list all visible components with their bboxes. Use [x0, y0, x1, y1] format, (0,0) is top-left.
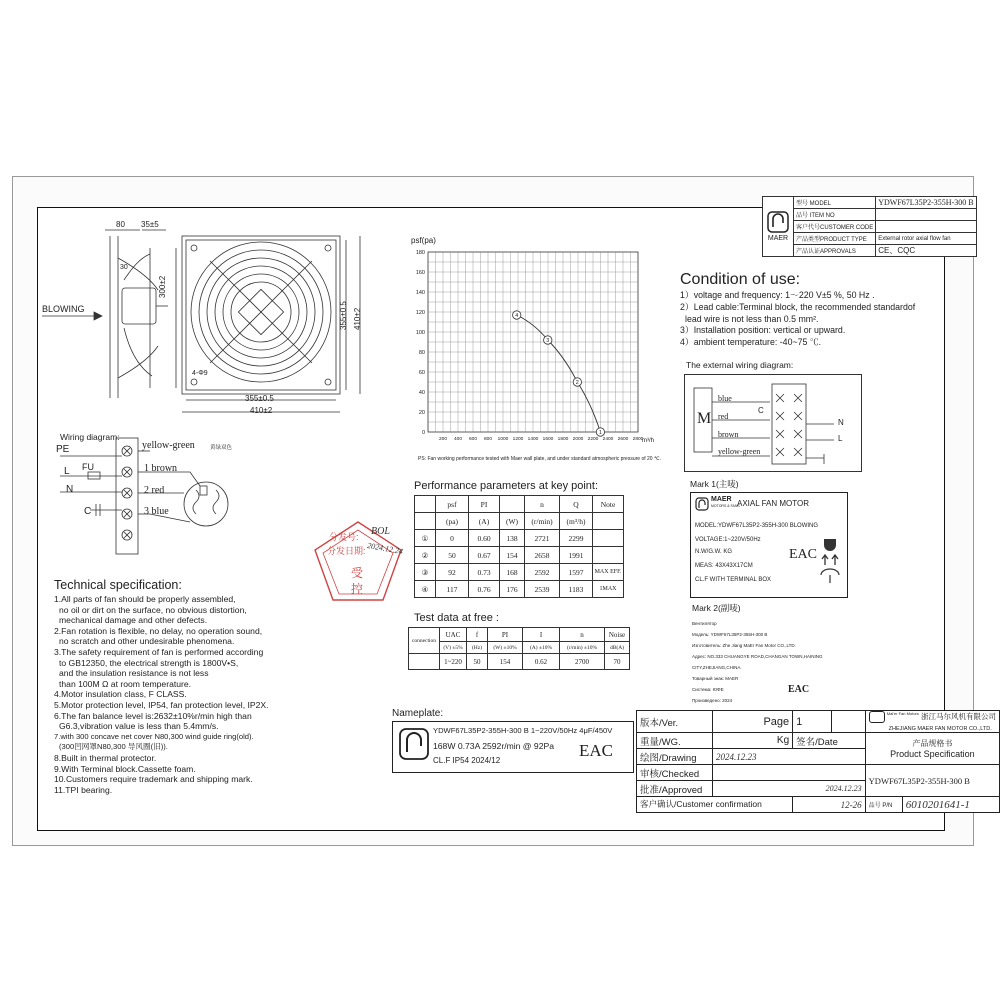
product-type-value: External rotor axial flow fan [876, 233, 976, 245]
test-h-connection: connection [409, 628, 440, 654]
wiring-schematic [50, 432, 240, 562]
row-index: ② [415, 547, 436, 564]
chart-x-tick-label: 2400 [602, 437, 614, 442]
spec-line: 2.Fan rotation is flexible, no delay, no operation sound, [54, 625, 263, 636]
condition-line: 2）Lead cable:Terminal block, the recommended standardof [680, 301, 916, 312]
spec-line: 4.Motor insulation class, F CLASS. [54, 689, 187, 700]
cell-current: 0.60 [469, 530, 500, 547]
ext-wire-blue: blue [718, 394, 732, 403]
spec-line: and the insulation resistance is not less [59, 668, 209, 679]
chart-x-tick-label: 1800 [557, 437, 569, 442]
test-v-i: 0.62 [523, 654, 560, 670]
test-title: Test data at free : [414, 612, 499, 624]
title-block [636, 710, 1000, 813]
chart-y-tick-label: 80 [418, 350, 425, 356]
tb-pn-value: 6010201641-1 [902, 797, 999, 813]
chart-y-tick-label: 60 [418, 370, 425, 376]
row-index: ③ [415, 564, 436, 581]
perf-u-m3h: (m³/h) [560, 513, 593, 530]
tb-company-en: ZHEJIANG MAER FAN MOTOR CO.,LTD. [888, 726, 992, 733]
mark2-title: Mark 2(副唛) [692, 603, 741, 613]
wire-blue: 3 blue [144, 506, 169, 517]
dim-410-h: 410±2 [250, 406, 273, 415]
spec-line: 10.Customers require trademark and shipping mark. [54, 774, 253, 785]
cell-psf: 92 [436, 564, 469, 581]
mark1-line: MODEL:YDWF67L35P2-355H-300 BLOWING [695, 523, 819, 529]
ext-wire-red: red [718, 412, 729, 421]
condition-title: Condition of use: [680, 271, 801, 288]
test-v-f: 50 [467, 654, 488, 670]
tb-logo-icon [869, 711, 885, 723]
spec-line: to GB12350, the electrical strength is 1800V•S, [59, 657, 239, 668]
fan-drawing [40, 218, 370, 418]
chart-point-label: 4 [515, 313, 519, 319]
chart-x-tick-label: 800 [483, 437, 493, 442]
cell-note [593, 530, 624, 547]
nameplate-section [392, 708, 634, 773]
test-h-uac: UAC [440, 628, 467, 642]
model-value: YDWF67L35P2-355H-300 B [876, 197, 976, 209]
wire-brown: 1 brown [144, 463, 178, 474]
mark2-line: Модель: YDWF67L35P2-355H-300 B [692, 632, 768, 637]
tb-logo-text: Mal'er Fan Motors [886, 711, 919, 716]
mark1-logo-icon [695, 497, 709, 511]
mark2-line: Вентилятор [692, 621, 717, 626]
perf-h-n: n [525, 496, 560, 513]
perf-title: Performance parameters at key point: [414, 480, 599, 492]
chart-y-tick-label: 100 [415, 330, 425, 336]
mark2-eac: EAC [788, 684, 810, 695]
mark1-brand-sub: MOTORS & FANS [711, 504, 740, 508]
tb-customer-date: 12-26 [793, 797, 866, 813]
nameplate-box [392, 721, 634, 773]
nameplate-logo-icon [399, 728, 429, 760]
cell-flow: 2299 [560, 530, 593, 547]
test-u-hz: (Hz) [467, 642, 488, 654]
tb-version-label: 版本/Ver. [637, 711, 713, 733]
ext-wire-brown: brown [718, 430, 739, 439]
maer-logo-icon [767, 211, 789, 233]
tb-customer-label: 客户确认/Customer confirmation [637, 797, 793, 813]
mark1-title: Mark 1(主唛) [690, 479, 739, 489]
chart-y-tick-label: 40 [418, 390, 425, 396]
wire-yellow-green: yellow-green [142, 440, 195, 451]
table-row [415, 530, 624, 547]
spec-line: 8.Built in thermal protector. [54, 752, 157, 763]
chart-point-label: 2 [575, 380, 579, 386]
wiring-n: N [66, 484, 74, 495]
tb-checked-label: 审核/Checked [637, 765, 713, 781]
chart-point-label: 1 [598, 430, 602, 436]
chart-series-line [517, 315, 601, 432]
cell-flow: 1183 [560, 581, 593, 598]
mark1-line: MEAS: 43X43X17CM [695, 563, 753, 569]
nameplate-title: Nameplate: [392, 708, 444, 719]
mark2-line: CITY,ZHEJIANG,CHINA. [692, 665, 742, 670]
tb-kg: Kg [713, 733, 793, 749]
performance-chart [402, 236, 662, 472]
ext-wiring-l: L [838, 434, 843, 443]
cell-psf: 0 [436, 530, 469, 547]
chart-x-tick-label: 1200 [512, 437, 524, 442]
condition-line: 4）ambient temperature: -40~75 ℃. [680, 337, 822, 348]
test-h-noise: Noise [605, 628, 630, 642]
tb-drawing-label: 绘图/Drawing [637, 749, 713, 765]
stamp-line4: 控 [351, 582, 364, 596]
stamp-number: BOL [371, 526, 390, 537]
ext-wiring-title: The external wiring diagram: [686, 360, 794, 370]
test-u-w: (W) ±10% [488, 642, 523, 654]
spec-line: 5.Motor protection level, IP54, fan protection level, IP2X. [54, 699, 269, 710]
external-wiring [684, 360, 864, 472]
mark1-handling-icons [819, 537, 841, 589]
tb-approved-date: 2024.12.23 [713, 781, 866, 797]
chart-note: PS: Fan working performance tested with Maer wall plate, and under standard atmospheric pressure of 20 ℃. [418, 456, 661, 462]
perf-u-rmin: (r/min) [525, 513, 560, 530]
cell-speed: 2539 [525, 581, 560, 598]
mark1-line: N.W/G.W. KG [695, 549, 732, 555]
cell-psf: 50 [436, 547, 469, 564]
chart-x-tick-label: 2600 [617, 437, 629, 442]
mark1-brand: MAER [711, 496, 732, 503]
perf-h-note: Note [593, 496, 624, 513]
cell-psf: 117 [436, 581, 469, 598]
chart-x-tick-label: 1600 [542, 437, 554, 442]
test-v-pi: 154 [488, 654, 523, 670]
cell-speed: 2592 [525, 564, 560, 581]
spec-line: G6.3,vibration value is less than 5.4mm/s. [59, 721, 219, 732]
tb-spec-en: Product Specification [890, 749, 975, 760]
nameplate-line2: 168W 0.73A 2592r/min @ 92Pa [433, 741, 554, 751]
header-info-block [762, 196, 977, 257]
perf-h-pi: PI [469, 496, 500, 513]
mark1-heading: AXIAL FAN MOTOR [737, 499, 810, 508]
test-h-f: f [467, 628, 488, 642]
spec-line: 7.with 300 concave net cover N80,300 wind guide ring(old). [54, 731, 254, 741]
tb-weight-label: 重量/WG. [637, 733, 713, 749]
mark2-section [692, 602, 942, 706]
condition-line: 1）voltage and frequency: 1～220 V±5 %, 50 Hz . [680, 290, 875, 300]
test-v-n: 2700 [560, 654, 605, 670]
cell-speed: 2658 [525, 547, 560, 564]
dim-410-v: 410±2 [353, 307, 362, 330]
chart-y-tick-label: 20 [418, 410, 425, 416]
cell-current: 0.67 [469, 547, 500, 564]
wiring-pe: PE [56, 444, 70, 455]
spec-line: no oil or dirt on the surface, no obvious distortion, [59, 604, 247, 615]
spec-line: 3.The safety requirement of fan is performed according [54, 646, 264, 657]
control-stamp [313, 520, 403, 602]
model-label: 型号 MODEL [794, 197, 876, 209]
row-index: ① [415, 530, 436, 547]
wire-red: 2 red [144, 485, 165, 496]
wiring-title: Wiring diagram: [60, 432, 120, 442]
row-index: ④ [415, 581, 436, 598]
perf-h-q: Q [560, 496, 593, 513]
wiring-diagram [50, 432, 240, 562]
spec-line: (300凹网罩N80,300 导风圈(旧)). [59, 742, 168, 752]
table-row [415, 581, 624, 598]
tb-company-cn: 浙江马尔风机有限公司 [920, 712, 996, 721]
mark1-line: CL.F WITH TERMINAL BOX [695, 577, 772, 583]
tb-approved-label: 批准/Approved [637, 781, 713, 797]
chart-ylabel: psf(pa) [411, 236, 436, 245]
mark2-lines [692, 618, 942, 706]
tb-spec-cn: 产品规格书 [912, 739, 953, 749]
chart-x-tick-label: 400 [453, 437, 463, 442]
cell-current: 0.76 [469, 581, 500, 598]
test-u-v: (V) ±5% [440, 642, 467, 654]
wire-yellow-green-cn: 黄绿双色 [210, 445, 233, 451]
dim-holes: 4-Φ9 [192, 370, 208, 377]
table-row [415, 547, 624, 564]
dim-355-v: 355±0.5 [339, 301, 348, 330]
blowing-label: BLOWING [42, 304, 85, 314]
spec-line: mechanical damage and other defects. [59, 615, 208, 626]
wiring-c: C [84, 506, 92, 517]
cell-note: MAX EFF. [593, 564, 624, 581]
condition-line: 3）Installation position: vertical or upward. [680, 325, 846, 336]
technical-specification [54, 577, 268, 795]
ext-wiring-m: M [697, 410, 712, 427]
chart-x-tick-label: 2200 [587, 437, 599, 442]
ext-wiring-n: N [838, 418, 844, 427]
perf-u-a: (A) [469, 513, 500, 530]
nameplate-line1: YDWF67L35P2-355H-300 B 1~220V/50Hz 4μF/450V [433, 726, 613, 735]
chart-y-tick-label: 0 [421, 430, 425, 436]
cell-power: 176 [500, 581, 525, 598]
mark1-line: VOLTAGE:1~220V/50Hz [695, 537, 761, 543]
nameplate-line3: CL.F IP54 2024/12 [433, 756, 501, 765]
chart-y-tick-label: 180 [415, 250, 425, 256]
dim-355-h: 355±0.5 [245, 394, 274, 403]
cell-power: 168 [500, 564, 525, 581]
spec-line: than 100M Ω at room temperature. [59, 678, 192, 689]
chart-x-tick-label: 2800 [632, 437, 644, 442]
approvals-value: CE、CQC [876, 245, 976, 257]
mark2-line: Произведено: 2024 [692, 698, 733, 703]
mark2-line: Система: ЮФЕ [692, 687, 724, 692]
tb-page-label: Page [713, 711, 793, 733]
perf-h-psf: psf [436, 496, 469, 513]
wiring-fu: FU [82, 462, 94, 472]
spec-title: Technical specification: [54, 578, 182, 592]
test-u-db: dB(A) [605, 642, 630, 654]
dim-80: 80 [116, 220, 125, 229]
ext-wire-yellow-green: yellow-green [718, 447, 761, 456]
cell-current: 0.73 [469, 564, 500, 581]
table-row [415, 564, 624, 581]
perf-u-pa: (pa) [436, 513, 469, 530]
nameplate-eac: EAC [579, 741, 613, 760]
spec-line: 1.All parts of fan should be properly assembled, [54, 594, 236, 604]
customer-code-label: 客户代号CUSTOMER CODE [794, 221, 876, 233]
ext-wiring-c: C [758, 406, 764, 415]
dim-30: 30 [120, 264, 128, 271]
chart-y-tick-label: 140 [415, 290, 425, 296]
chart-point-label: 3 [546, 338, 550, 344]
chart-x-tick-label: 2000 [572, 437, 584, 442]
cell-flow: 1597 [560, 564, 593, 581]
tb-pn-label: 品号 P/N [865, 797, 902, 813]
chart-x-tick-label: 600 [468, 437, 478, 442]
mark1-section [690, 478, 848, 598]
mark2-line: Адрес: NO.333 CHUANGYE ROAD,CHANGAN TOWN,HAINING [692, 654, 823, 659]
stamp-line3: 受 [351, 566, 364, 580]
wiring-l: L [64, 466, 70, 477]
perf-u-w: (W) [500, 513, 525, 530]
chart-svg [402, 236, 662, 472]
table-row [409, 654, 630, 670]
test-table [408, 627, 630, 670]
cell-power: 154 [500, 547, 525, 564]
dim-300: 300±2 [158, 275, 167, 298]
stamp-line1: 分发号: [329, 532, 359, 542]
cell-flow: 1991 [560, 547, 593, 564]
tb-model: YDWF67L35P2-355H-300 B [865, 765, 999, 797]
spec-line: 6.The fan balance level is:2632±10%r/min high than [54, 710, 252, 721]
tb-page-value: 1 [793, 711, 832, 733]
mark1-box [690, 492, 848, 598]
tb-sign-date-label: 签名/Date [793, 733, 866, 749]
spec-line: 11.TPI bearing. [54, 784, 113, 795]
condition-line: lead wire is not less than 0.5 mm². [685, 313, 819, 324]
item-label: 品号 ITEM NO [794, 209, 876, 221]
mark1-eac: EAC [789, 547, 817, 562]
stamp-line2: 分发日期: [327, 546, 366, 556]
test-h-pi: PI [488, 628, 523, 642]
chart-x-tick-label: 1000 [497, 437, 509, 442]
cell-power: 138 [500, 530, 525, 547]
chart-y-tick-label: 120 [415, 310, 425, 316]
test-h-n: n [560, 628, 605, 642]
test-u-rmin: (r/min) ±10% [560, 642, 605, 654]
approvals-label: 产品认证APPROVALS [794, 245, 876, 257]
condition-of-use [680, 270, 915, 349]
stamp-date: 2024.12.24 [366, 540, 404, 557]
test-h-i: I [523, 628, 560, 642]
product-type-label: 产品类型PRODUCT TYPE [794, 233, 876, 245]
chart-xunit: m³/h [642, 438, 654, 444]
chart-x-tick-label: 1400 [527, 437, 539, 442]
fan-outline-drawing [40, 218, 370, 418]
header-logo-text: MAER [767, 235, 789, 242]
cell-speed: 2721 [525, 530, 560, 547]
chart-y-tick-label: 160 [415, 270, 425, 276]
test-v-noise: 70 [605, 654, 630, 670]
test-u-a: (A) ±10% [523, 642, 560, 654]
cell-note [593, 547, 624, 564]
test-v-uac: 1~220 [440, 654, 467, 670]
spec-line: no scratch and other undesirable phenomena. [59, 636, 235, 647]
chart-x-tick-label: 200 [438, 437, 448, 442]
mark2-line: Изготовитель: Zhe Jiang MaEr Fan Motor CO.,LTD. [692, 643, 796, 648]
cell-note: 1MAX [593, 581, 624, 598]
performance-section [414, 480, 624, 598]
spec-line: 9.With Terminal block.Cassette foam. [54, 763, 196, 774]
tb-drawing-date: 2024.12.23 [713, 749, 866, 765]
perf-table [414, 495, 624, 598]
dim-35: 35±5 [141, 220, 159, 229]
test-data-section [408, 612, 630, 670]
mark2-line: Товарный знак: MAER [692, 676, 739, 681]
